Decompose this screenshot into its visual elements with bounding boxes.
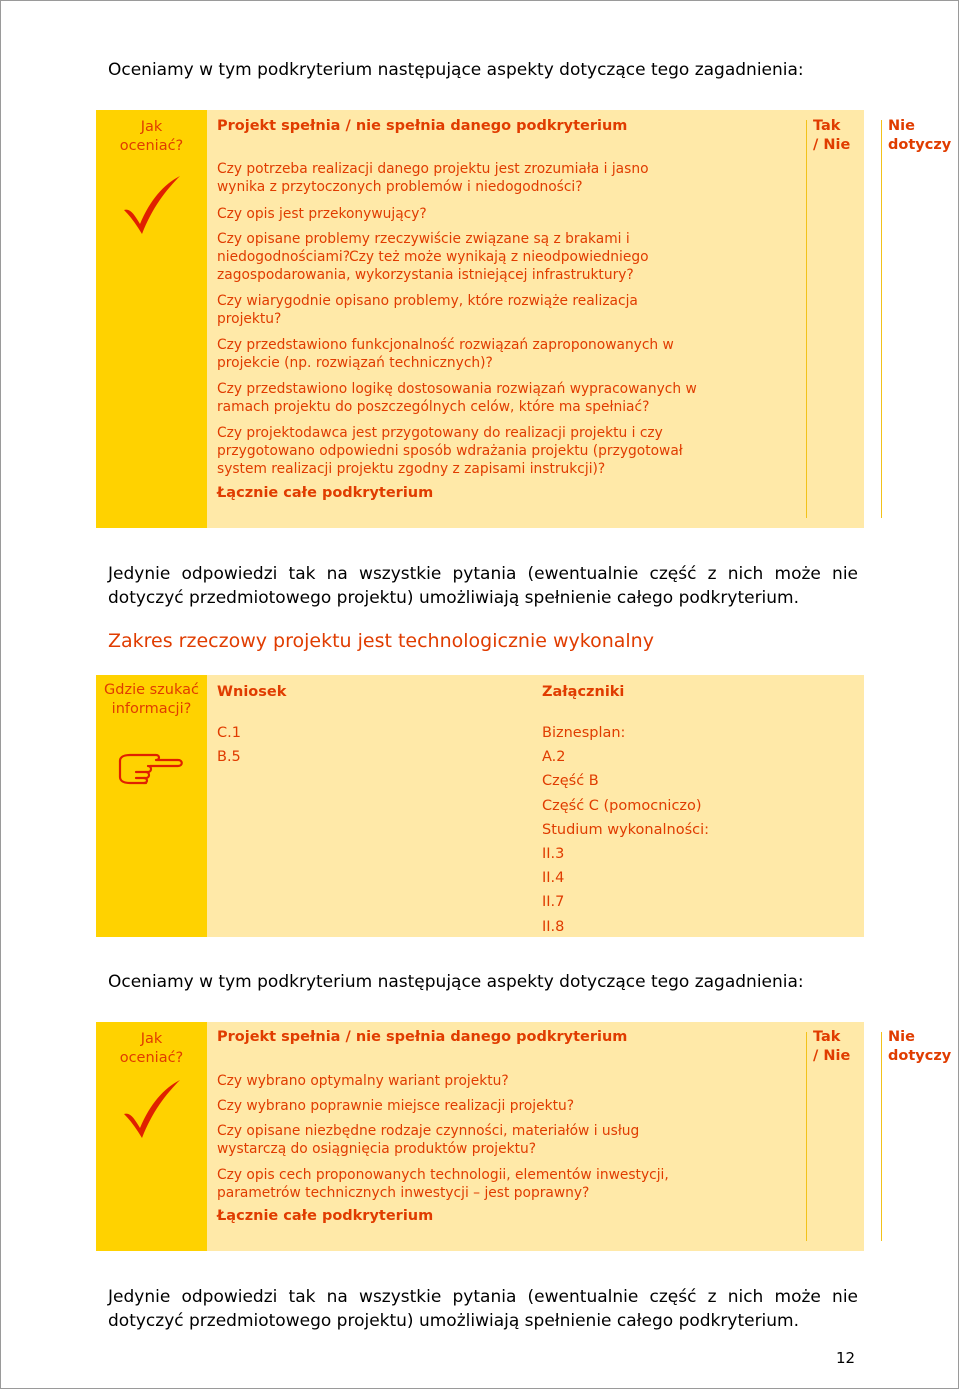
section3-col-nie-dotyczy: Nie dotyczy: [888, 1029, 952, 1064]
list-item: II.7: [542, 894, 565, 911]
section3-closing: Jedynie odpowiedzi tak na wszystkie pytania (ewentualnie część z nich może nie dotyczyć przedmiotowego projektu) umożliwiają spełnienie całego podkryterium.: [108, 1287, 858, 1331]
section2-title: Zakres rzeczowy projektu jest technologicznie wykonalny: [108, 630, 654, 652]
section3-total: Łącznie całe podkryterium: [217, 1208, 434, 1224]
question-item: Czy też może wynikają z nieodpowiedniego zagospodarowania, wykorzystania istniejącej infrastruktury?: [217, 249, 649, 283]
question-item: Czy wybrano poprawnie miejsce realizacji projektu?: [217, 1098, 575, 1114]
section1-total: Łącznie całe podkryterium: [217, 485, 434, 501]
section1-criteria-box: [96, 110, 952, 528]
section3-side-panel: [96, 1022, 207, 1251]
question-item: Czy projektodawca jest przygotowany do realizacji projektu i czy przygotowano odpowiedni sposób wdrażania projektu (przygotował system realizacji projektu zgodny z zapisami instrukcji)?: [217, 425, 683, 477]
question-item: Czy opisane problemy rzeczywiście związane są z brakami i niedogodnościami?: [217, 231, 630, 265]
list-item: Część C (pomocniczo): [542, 797, 702, 814]
page-number: 12: [836, 1349, 856, 1367]
section3-side-label: Jak oceniać?: [119, 1031, 184, 1066]
list-item: Część B: [542, 773, 599, 790]
question-item: Czy potrzeba realizacji danego projektu jest zrozumiała i jasno wynika z przytoczonych problemów i niedogodności?: [217, 161, 649, 195]
question-item: Czy wybrano optymalny wariant projektu?: [217, 1073, 509, 1089]
section2-side-label: Gdzie szukać informacji?: [104, 682, 199, 717]
section1-side-panel: [96, 110, 207, 528]
column-divider: [806, 120, 807, 518]
list-item: II.3: [542, 845, 565, 862]
checkmark-icon: [118, 172, 184, 238]
wniosek-list: [217, 721, 241, 769]
question-item: Czy opisane niezbędne rodzaje czynności, materiałów i usług wystarczą do osiągnięcia produktów projektu?: [217, 1123, 640, 1157]
question-item: Czy opis jest przekonywujący?: [217, 206, 427, 222]
section1-content: [207, 110, 952, 528]
section1-side-label: Jak oceniać?: [119, 119, 184, 154]
checkmark-icon: [118, 1076, 184, 1142]
section2-content: [207, 675, 864, 937]
column-divider: [881, 1032, 882, 1241]
list-item: II.4: [542, 870, 565, 887]
section3-header: Projekt spełnia / nie spełnia danego podkryterium: [217, 1029, 628, 1045]
column-divider: [806, 1032, 807, 1241]
question-item: Czy przedstawiono logikę dostosowania rozwiązań wypracowanych w ramach projektu do poszczególnych celów, które ma spełniać?: [217, 381, 697, 415]
list-item: C.1: [217, 725, 241, 741]
question-item: Czy przedstawiono funkcjonalność rozwiązań zaproponowanych w projekcie (np. rozwiązań technicznych)?: [217, 337, 674, 371]
section2-info-box: [96, 675, 864, 937]
question-item: Czy wiarygodnie opisano problemy, które rozwiąże realizacja projektu?: [217, 293, 638, 327]
section2-col-wniosek: Wniosek: [217, 684, 287, 700]
section1-col-nie-dotyczy: Nie dotyczy: [888, 118, 952, 153]
list-item: B.5: [217, 749, 241, 766]
zalaczniki-list: [542, 721, 709, 939]
section2-col-zalaczniki: Załączniki: [542, 684, 625, 700]
question-item: Czy opis cech proponowanych technologii, elementów inwestycji, parametrów technicznych inwestycji – jest poprawny?: [217, 1167, 669, 1201]
section1-col-tak: Tak / Nie: [813, 118, 851, 153]
section3-content: [207, 1022, 952, 1251]
section1-header: Projekt spełnia / nie spełnia danego podkryterium: [217, 118, 628, 134]
section3-col-tak: Tak / Nie: [813, 1029, 851, 1064]
section1-closing: Jedynie odpowiedzi tak na wszystkie pytania (ewentualnie część z nich może nie dotyczyć przedmiotowego projektu) umożliwiają spełnienie całego podkryterium.: [108, 564, 858, 608]
section2-side-panel: [96, 675, 207, 937]
column-divider: [881, 120, 882, 518]
section3-intro: Oceniamy w tym podkryterium następujące aspekty dotyczące tego zagadnienia:: [108, 972, 804, 992]
section1-intro: Oceniamy w tym podkryterium następujące aspekty dotyczące tego zagadnienia:: [108, 60, 804, 80]
section3-criteria-box: [96, 1022, 952, 1251]
list-item: Biznesplan:: [542, 725, 626, 741]
list-item: Studium wykonalności:: [542, 821, 710, 838]
list-item: II.8: [542, 918, 565, 935]
pointing-hand-icon: [116, 747, 186, 787]
list-item: A.2: [542, 749, 566, 766]
